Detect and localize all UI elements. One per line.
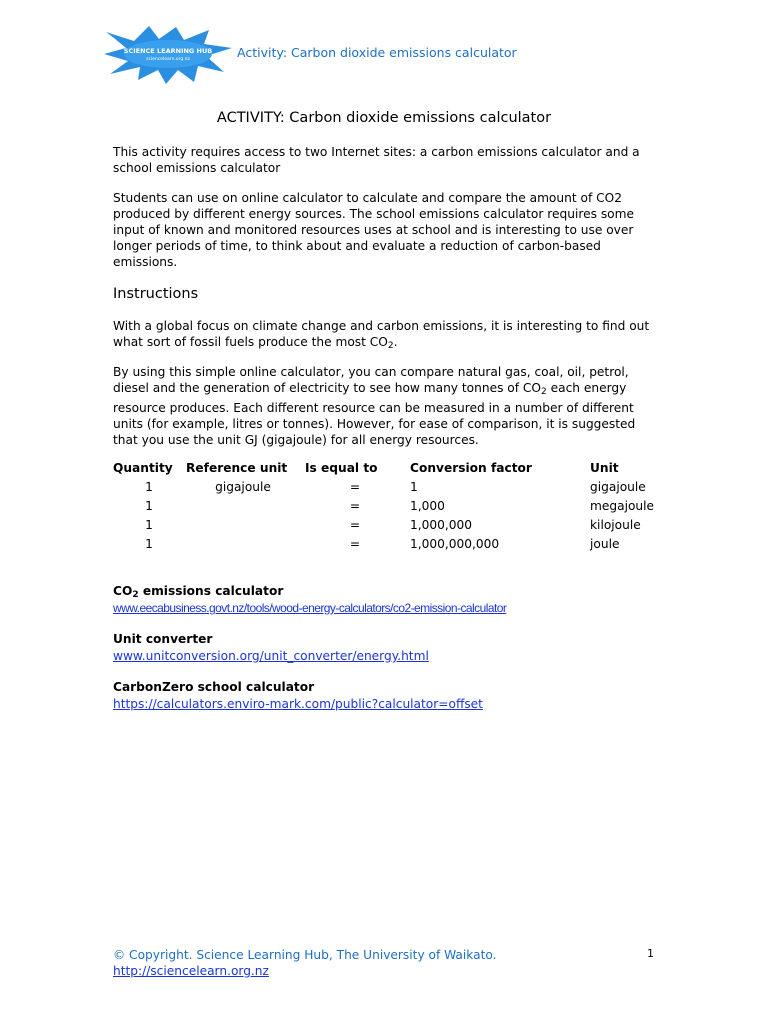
science-learning-hub-logo (104, 24, 234, 86)
header-title: Activity: Carbon dioxide emissions calculator (237, 45, 517, 60)
table-cell-equals: = (349, 499, 361, 513)
table-cell-quantity: 1 (145, 499, 153, 513)
description-paragraph: Students can use on online calculator to calculate and compare the amount of CO2 produced by different energy sources. The school emissions calculator requires some input of known and monitored resources uses at school and is interesting to use over longer periods of time, to think about and evaluate a reduction of carbon-based emissions. (113, 191, 634, 269)
instructions-paragraph-1 (113, 318, 658, 354)
logo-starburst-icon (104, 24, 234, 86)
unit-converter-link[interactable]: www.unitconversion.org/unit_converter/energy.html (113, 649, 429, 663)
table-header-quantity: Quantity (113, 461, 173, 475)
table-cell-conversion-factor: 1 (410, 480, 418, 494)
table-cell-conversion-factor: 1,000 (410, 499, 445, 513)
table-cell-reference-unit: gigajoule (215, 480, 271, 494)
paragraph-text: each energy resource produces. Each different resource can be measured in a number of different units (for example, litres or tonnes). However, for ease of comparison, it is suggested that you use the unit GJ (gigajoule) for all energy resources. (113, 381, 636, 447)
unit-converter-heading: Unit converter (113, 632, 213, 646)
table-header-unit: Unit (590, 461, 619, 475)
table-header-is-equal-to: Is equal to (305, 461, 378, 475)
table-header-conversion-factor: Conversion factor (410, 461, 532, 475)
paragraph-text: With a global focus on climate change and carbon emissions, it is interesting to find out what sort of fossil fuels produce the most CO (113, 319, 650, 349)
subscript: 2 (132, 590, 139, 600)
table-cell-quantity: 1 (145, 537, 153, 551)
instructions-heading: Instructions (113, 286, 199, 302)
table-cell-equals: = (349, 480, 361, 494)
co2-calculator-heading (113, 584, 283, 600)
logo-text: SCIENCE LEARNING HUB (123, 47, 213, 55)
page-number: 1 (647, 947, 654, 960)
co2-calculator-link[interactable]: www.eecabusiness.govt.nz/tools/wood-energy-calculators/co2-emission-calculator (113, 601, 507, 615)
subscript: 2 (541, 387, 547, 397)
intro-paragraph: This activity requires access to two Internet sites: a carbon emissions calculator and a school emissions calculator (113, 145, 640, 175)
table-cell-equals: = (349, 537, 361, 551)
paragraph-text: . (393, 335, 398, 349)
document-title: ACTIVITY: Carbon dioxide emissions calculator (216, 110, 552, 126)
table-cell-equals: = (349, 518, 361, 532)
subscript: 2 (387, 341, 394, 351)
heading-text: emissions calculator (138, 584, 284, 598)
table-cell-quantity: 1 (145, 518, 153, 532)
table-cell-unit: gigajoule (590, 480, 646, 494)
carbonzero-heading: CarbonZero school calculator (113, 680, 315, 694)
footer-link[interactable]: http://sciencelearn.org.nz (113, 964, 269, 978)
carbonzero-link[interactable]: https://calculators.enviro-mark.com/public?calculator=offset (113, 697, 483, 711)
table-header-reference-unit: Reference unit (186, 461, 288, 475)
table-cell-unit: kilojoule (590, 518, 641, 532)
table-cell-conversion-factor: 1,000,000 (410, 518, 473, 532)
table-cell-conversion-factor: 1,000,000,000 (410, 537, 500, 551)
footer-copyright: © Copyright. Science Learning Hub, The University of Waikato. (113, 948, 497, 962)
heading-text: CO (113, 584, 133, 598)
paragraph-text: By using this simple online calculator, you can compare natural gas, coal, oil, petrol, diesel and the generation of electricity to see how many tonnes of CO (113, 365, 629, 395)
table-cell-unit: megajoule (590, 499, 655, 513)
table-cell-quantity: 1 (145, 480, 153, 494)
table-cell-unit: joule (590, 537, 620, 551)
logo-subtext: sciencelearn.org.nz (146, 57, 190, 62)
instructions-paragraph-2 (113, 364, 658, 448)
